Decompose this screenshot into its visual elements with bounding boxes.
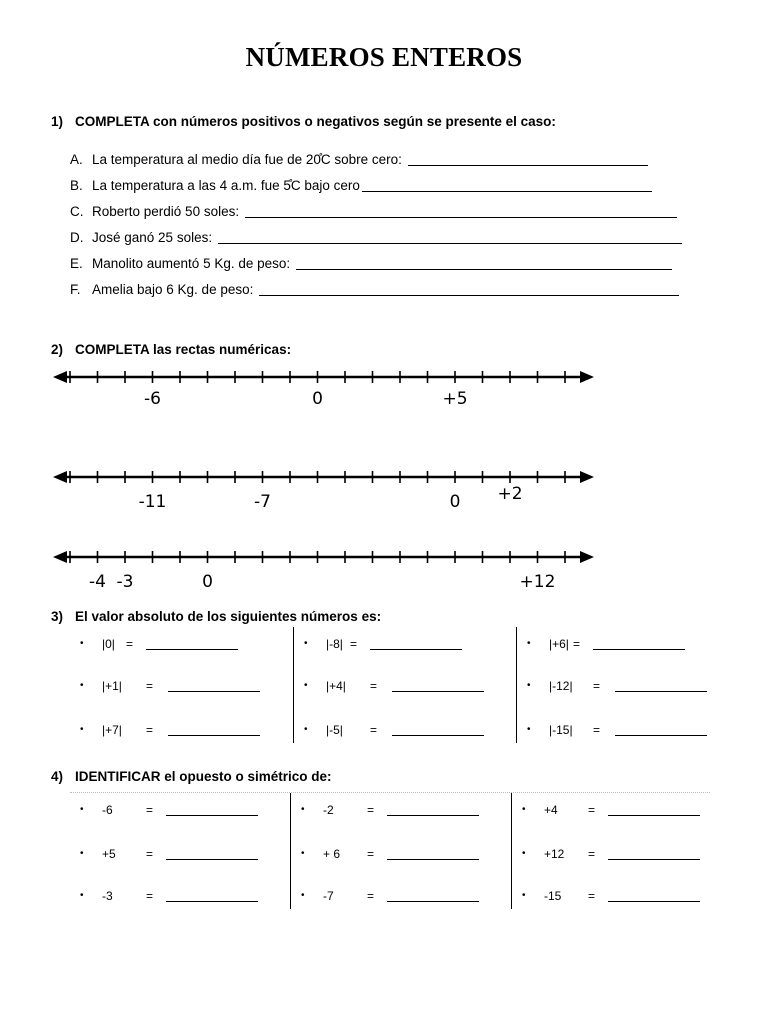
q3-item: [517, 721, 717, 739]
equals-sign: =: [588, 889, 596, 903]
q1-item-letter: E.: [70, 256, 83, 271]
q3-value: |-12|: [549, 679, 573, 693]
q3-value: |0|: [102, 637, 115, 651]
bullet-icon: •: [304, 638, 308, 649]
number-line-label: -3: [116, 572, 134, 592]
equals-sign: =: [146, 847, 154, 861]
q1-item-text: La temperatura al medio día fue de 20̊C sobre cero:: [92, 152, 406, 167]
q4-item: [512, 887, 712, 905]
answer-blank[interactable]: [166, 887, 258, 902]
answer-blank[interactable]: [166, 801, 258, 816]
arrow-left-icon: [53, 471, 67, 483]
q4-column: [511, 793, 712, 909]
arrow-right-icon: [580, 551, 594, 563]
q3-heading: [51, 609, 381, 624]
q1-item-text: Amelia bajo 6 Kg. de peso:: [92, 282, 258, 297]
q3-value: |+7|: [102, 723, 122, 737]
q3-value: |-5|: [326, 723, 343, 737]
number-line-label: +5: [442, 389, 468, 409]
bullet-icon: •: [301, 804, 305, 815]
equals-sign: =: [146, 679, 154, 693]
page-title: NÚMEROS ENTEROS: [245, 42, 523, 72]
bullet-icon: •: [301, 848, 305, 859]
q3-grid: [70, 627, 717, 743]
answer-blank[interactable]: [168, 677, 260, 692]
equals-sign: =: [146, 723, 154, 737]
number-line-label: 0: [312, 389, 323, 409]
q1-item-letter: B.: [70, 178, 83, 193]
q4-item: [70, 887, 290, 905]
q4-value: -6: [102, 803, 113, 817]
q4-item: [512, 801, 712, 819]
answer-blank[interactable]: [608, 801, 700, 816]
q3-value: |+4|: [326, 679, 346, 693]
q3-column: [70, 627, 293, 743]
q1-item-letter: D.: [70, 230, 84, 245]
bullet-icon: •: [80, 848, 84, 859]
q4-item: [70, 845, 290, 863]
q4-column: [290, 793, 511, 909]
equals-sign: =: [370, 679, 378, 693]
answer-blank[interactable]: [146, 635, 238, 650]
q3-item: [70, 677, 293, 695]
q4-number: 4): [51, 769, 64, 784]
bullet-icon: •: [527, 680, 531, 691]
bullet-icon: •: [80, 638, 84, 649]
answer-blank[interactable]: [387, 887, 479, 902]
q4-heading: [51, 769, 332, 784]
q1-item-letter: A.: [70, 152, 83, 167]
q3-value: |+1|: [102, 679, 122, 693]
q4-column: [70, 793, 290, 909]
q2-number: 2): [51, 342, 64, 357]
number-line-label: -4: [89, 572, 106, 592]
equals-sign: =: [370, 723, 378, 737]
q3-item: [294, 721, 516, 739]
q3-item: [70, 721, 293, 739]
bullet-icon: •: [522, 890, 526, 901]
q3-item: [294, 635, 516, 653]
q4-value: +4: [544, 803, 558, 817]
equals-sign: =: [126, 637, 134, 651]
q2-heading-text: COMPLETA las rectas numéricas:: [75, 342, 292, 357]
q4-value: +5: [102, 847, 116, 861]
q3-value: |+6|: [549, 637, 569, 651]
arrow-left-icon: [53, 551, 67, 563]
q4-value: -15: [544, 889, 562, 903]
q4-item: [291, 845, 511, 863]
bullet-icon: •: [80, 724, 84, 735]
q1-item-text: La temperatura a las 4 a.m. fue 5̊C bajo cero: [92, 178, 360, 193]
answer-blank[interactable]: [608, 845, 700, 860]
q3-item: [294, 677, 516, 695]
bullet-icon: •: [80, 680, 84, 691]
q3-item: [517, 635, 717, 653]
bullet-icon: •: [304, 680, 308, 691]
equals-sign: =: [588, 803, 596, 817]
equals-sign: =: [350, 637, 358, 651]
q4-value: + 6: [323, 847, 341, 861]
q3-item: [517, 677, 717, 695]
q1-item-text: Manolito aumentó 5 Kg. de peso:: [92, 256, 294, 271]
q3-column: [293, 627, 516, 743]
q3-value: |-8|: [326, 637, 343, 651]
q4-item: [291, 887, 511, 905]
equals-sign: =: [367, 889, 375, 903]
q1-item-letter: F.: [70, 282, 81, 297]
bullet-icon: •: [522, 804, 526, 815]
q4-value: -2: [323, 803, 334, 817]
q3-heading-text: El valor absoluto de los siguientes números es:: [75, 609, 382, 624]
q1-item-letter: C.: [70, 204, 84, 219]
answer-blank[interactable]: [615, 677, 707, 692]
equals-sign: =: [593, 679, 601, 693]
arrow-left-icon: [53, 371, 67, 383]
q3-item: [70, 635, 293, 653]
number-line-label: -7: [254, 492, 271, 512]
equals-sign: =: [588, 847, 596, 861]
bullet-icon: •: [522, 848, 526, 859]
q4-heading-text: IDENTIFICAR el opuesto o simétrico de:: [75, 769, 332, 784]
number-line-label: -6: [144, 389, 161, 409]
number-line-label: 0: [449, 492, 461, 512]
q1-item-text: José ganó 25 soles:: [92, 230, 216, 245]
bullet-icon: •: [80, 890, 84, 901]
q4-value: -7: [323, 889, 334, 903]
equals-sign: =: [593, 723, 601, 737]
bullet-icon: •: [304, 724, 308, 735]
answer-blank[interactable]: [370, 635, 462, 650]
answer-blank[interactable]: [387, 801, 479, 816]
equals-sign: =: [573, 637, 581, 651]
bullet-icon: •: [301, 890, 305, 901]
answer-blank[interactable]: [392, 721, 484, 736]
answer-blank[interactable]: [168, 721, 260, 736]
number-line-label: +12: [519, 572, 556, 592]
q1-heading-text: COMPLETA con números positivos o negativos según se presente el caso:: [75, 114, 556, 129]
answer-blank[interactable]: [387, 845, 479, 860]
bullet-icon: •: [80, 804, 84, 815]
equals-sign: =: [367, 803, 375, 817]
q4-item: [291, 801, 511, 819]
arrow-right-icon: [580, 371, 594, 383]
number-line-label: +2: [497, 484, 523, 504]
q4-grid: [70, 793, 712, 909]
q4-item: [512, 845, 712, 863]
q1-item-text: Roberto perdió 50 soles:: [92, 204, 243, 219]
answer-blank[interactable]: [608, 887, 700, 902]
equals-sign: =: [146, 803, 154, 817]
q4-value: +12: [544, 847, 565, 861]
equals-sign: =: [146, 889, 154, 903]
q4-value: -3: [102, 889, 113, 903]
q1-number: 1): [51, 114, 64, 129]
q3-column: [516, 627, 717, 743]
bullet-icon: •: [527, 638, 531, 649]
answer-blank[interactable]: [593, 635, 685, 650]
answer-blank[interactable]: [166, 845, 258, 860]
number-line-label: 0: [202, 572, 213, 592]
answer-blank[interactable]: [615, 721, 707, 736]
bullet-icon: •: [527, 724, 531, 735]
q3-value: |-15|: [549, 723, 573, 737]
arrow-right-icon: [580, 471, 594, 483]
q3-number: 3): [51, 609, 64, 624]
answer-blank[interactable]: [392, 677, 484, 692]
equals-sign: =: [367, 847, 375, 861]
number-line-label: -11: [138, 492, 167, 512]
q4-item: [70, 801, 290, 819]
